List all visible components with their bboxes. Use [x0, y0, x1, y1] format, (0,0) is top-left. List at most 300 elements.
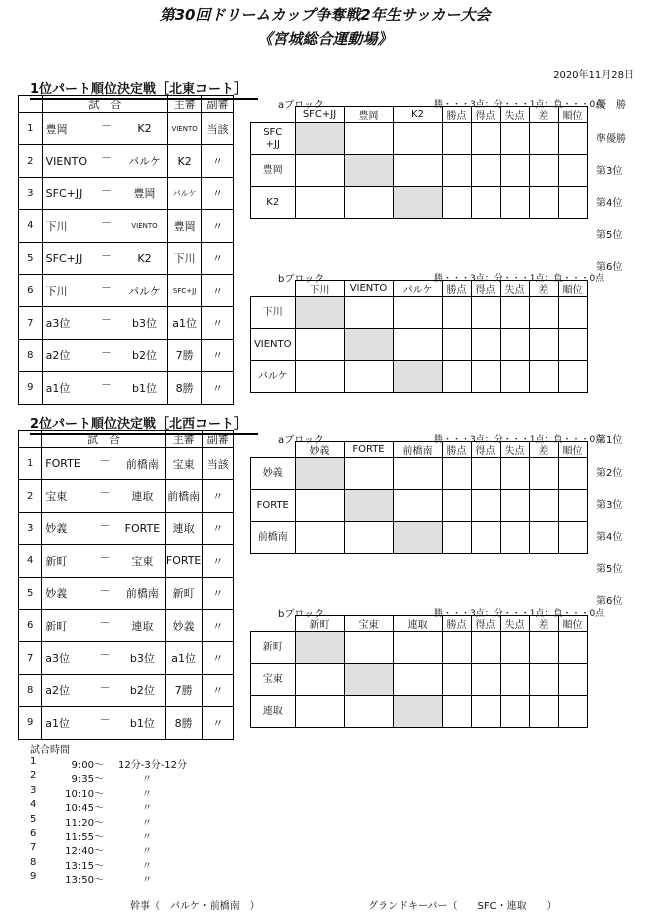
- away-team: b3位: [120, 642, 165, 674]
- grid-stat-cell: [529, 458, 558, 490]
- points-rule: 勝・・・3点：分・・・1点：負・・・0点: [434, 100, 605, 110]
- grid-result-cell: [344, 297, 393, 329]
- grid-stat-cell: [471, 297, 500, 329]
- block-label: bブロック: [278, 609, 325, 620]
- grid-corner: [251, 442, 296, 458]
- match-row: [19, 242, 234, 274]
- assistant-referee: 〃: [202, 242, 234, 274]
- grid-header: [251, 442, 588, 458]
- rank-label: 第5位: [596, 564, 623, 575]
- match-number: 8: [19, 339, 43, 371]
- match-dash: －: [90, 609, 120, 641]
- grid-stat-cell: [442, 458, 471, 490]
- schedule-number: 7: [30, 842, 37, 854]
- grid-result-cell: [344, 632, 393, 664]
- schedule-note: 12分-3分-12分: [118, 760, 188, 771]
- grid-stat-cell: [529, 632, 558, 664]
- points-rule: 勝・・・3点：分・・・1点：負・・・0点: [434, 274, 605, 284]
- away-team: b1位: [120, 707, 165, 739]
- home-team: a3位: [42, 642, 90, 674]
- grid-stat-cell: [529, 664, 558, 696]
- grid-team-head: 宝東: [344, 616, 393, 632]
- away-team: 連取: [120, 480, 165, 512]
- grid-team-head: K2: [393, 107, 442, 123]
- grid-stat-cell: [558, 522, 587, 554]
- away-team: パルケ: [122, 145, 168, 177]
- away-team: b1位: [122, 372, 168, 404]
- home-team: 妙義: [42, 577, 90, 609]
- match-number: 9: [19, 372, 43, 404]
- grid-stat-cell: [529, 297, 558, 329]
- match-dash: －: [90, 512, 120, 544]
- grid-row: [251, 490, 588, 522]
- match-row: [19, 577, 234, 609]
- match-number: 3: [19, 512, 42, 544]
- match-number: 5: [19, 242, 43, 274]
- match-number: 5: [19, 577, 42, 609]
- grid-result-cell: [393, 458, 442, 490]
- header-assistant: 副審: [202, 96, 234, 113]
- match-row: [19, 145, 234, 177]
- grid-stat-cell: [471, 490, 500, 522]
- grid-stat-head: 勝点: [442, 442, 471, 458]
- away-team: 宝東: [120, 545, 165, 577]
- match-dash: －: [91, 242, 122, 274]
- match-row: [19, 210, 234, 242]
- grid-stat-cell: [471, 123, 500, 155]
- grid-row: [251, 664, 588, 696]
- grid-stat-cell: [442, 522, 471, 554]
- grid-stat-cell: [471, 696, 500, 728]
- grid-stat-cell: [529, 490, 558, 522]
- grid-stat-cell: [558, 664, 587, 696]
- home-team: a1位: [42, 707, 90, 739]
- match-row: [19, 113, 234, 145]
- match-number: 4: [19, 545, 42, 577]
- home-team: 新町: [42, 609, 90, 641]
- grid-stat-cell: [529, 155, 558, 187]
- away-team: K2: [122, 113, 168, 145]
- referee: K2: [168, 145, 202, 177]
- schedule-row: [30, 799, 187, 813]
- grid-stat-cell: [529, 123, 558, 155]
- referee: 連取: [165, 512, 202, 544]
- schedule-number: 6: [30, 827, 37, 839]
- schedule-time: 11:55～: [65, 831, 104, 843]
- header-match: 試 合: [42, 431, 165, 448]
- match-row: [19, 545, 234, 577]
- grid-team-head: パルケ: [393, 281, 442, 297]
- match-number: 7: [19, 307, 43, 339]
- groundkeeper-note: グランドキーパー（ SFC・連取 ）: [368, 901, 557, 912]
- schedule-note: 〃: [142, 803, 152, 815]
- grid-stat-cell: [500, 297, 529, 329]
- grid-stat-head: 勝点: [442, 281, 471, 297]
- header-blank: [19, 96, 43, 113]
- grid-stat-cell: [471, 664, 500, 696]
- match-number: 6: [19, 609, 42, 641]
- page-title: 第30回ドリームカップ争奪戦2年生サッカー大会: [159, 6, 491, 24]
- grid-stat-cell: [442, 490, 471, 522]
- rank-label: 第5位: [596, 230, 623, 241]
- grid-team-name: 宝東: [251, 664, 296, 696]
- grid-stat-head: 差: [529, 107, 558, 123]
- grid-team-head: FORTE: [344, 442, 393, 458]
- section-title: 1位パート順位決定戦［北東コート］: [30, 78, 258, 100]
- grid-corner: [251, 107, 296, 123]
- grid-self-cell: [393, 361, 442, 393]
- grid-row: [251, 696, 588, 728]
- grid-result-cell: [393, 490, 442, 522]
- grid-stat-cell: [529, 522, 558, 554]
- grid-stat-cell: [558, 361, 587, 393]
- grid-team-name: K2: [251, 187, 296, 219]
- referee: 新町: [165, 577, 202, 609]
- schedule-note: 〃: [142, 860, 152, 872]
- assistant-referee: 〃: [202, 642, 233, 674]
- grid-self-cell: [344, 155, 393, 187]
- grid-row: [251, 123, 588, 155]
- home-team: 下川: [42, 210, 91, 242]
- away-team: b2位: [120, 674, 165, 706]
- referee: 8勝: [165, 707, 202, 739]
- grid-self-cell: [295, 632, 344, 664]
- match-dash: －: [90, 545, 120, 577]
- match-table-header: [19, 96, 234, 113]
- referee: 7勝: [165, 674, 202, 706]
- referee: VIENTO: [168, 113, 202, 145]
- grid-result-cell: [295, 155, 344, 187]
- referee: SFC+JJ: [168, 274, 202, 306]
- grid-stat-cell: [529, 361, 558, 393]
- grid-stat-cell: [558, 329, 587, 361]
- grid-stat-cell: [558, 632, 587, 664]
- home-team: a2位: [42, 674, 90, 706]
- match-dash: －: [90, 480, 120, 512]
- schedule-row: [30, 871, 187, 885]
- grid-self-cell: [344, 329, 393, 361]
- referee: 8勝: [168, 372, 202, 404]
- grid-result-cell: [344, 361, 393, 393]
- home-team: 妙義: [42, 512, 90, 544]
- grid-result-cell: [393, 664, 442, 696]
- match-row: [19, 642, 234, 674]
- match-row: [19, 448, 234, 480]
- grid-team-name: 前橋南: [251, 522, 296, 554]
- grid-stat-head: 差: [529, 281, 558, 297]
- assistant-referee: 〃: [202, 577, 233, 609]
- grid-stat-cell: [471, 155, 500, 187]
- grid-team-head: SFC+JJ: [295, 107, 344, 123]
- rank-label: 第4位: [596, 532, 623, 543]
- grid-team-name: VIENTO: [251, 329, 296, 361]
- grid-result-cell: [344, 123, 393, 155]
- grid-stat-cell: [500, 490, 529, 522]
- grid-stat-head: 失点: [500, 281, 529, 297]
- grid-stat-head: 得点: [471, 281, 500, 297]
- schedule-number: 1: [30, 756, 37, 767]
- schedule-note: 〃: [142, 774, 152, 786]
- match-row: [19, 512, 234, 544]
- match-dash: －: [91, 339, 122, 371]
- grid-result-cell: [295, 361, 344, 393]
- home-team: 豊岡: [42, 113, 91, 145]
- grid-stat-cell: [558, 297, 587, 329]
- home-team: 宝東: [42, 480, 90, 512]
- grid-stat-cell: [558, 155, 587, 187]
- grid-stat-cell: [471, 522, 500, 554]
- schedule-row: [30, 814, 187, 828]
- grid-stat-head: 勝点: [442, 107, 471, 123]
- grid-result-cell: [295, 664, 344, 696]
- grid-stat-cell: [442, 664, 471, 696]
- assistant-referee: 〃: [202, 177, 234, 209]
- referee: a1位: [168, 307, 202, 339]
- home-team: 下川: [42, 274, 91, 306]
- grid-stat-head: 順位: [558, 281, 587, 297]
- schedule-time: 13:15～: [65, 860, 104, 872]
- match-row: [19, 339, 234, 371]
- grid-stat-cell: [500, 632, 529, 664]
- schedule-note: 〃: [142, 875, 152, 887]
- grid-row: [251, 632, 588, 664]
- match-dash: －: [90, 642, 120, 674]
- match-number: 7: [19, 642, 42, 674]
- assistant-referee: 〃: [202, 210, 234, 242]
- referee: パルケ: [168, 177, 202, 209]
- grid-result-cell: [295, 490, 344, 522]
- grid-stat-cell: [471, 361, 500, 393]
- grid-stat-cell: [471, 632, 500, 664]
- grid-stat-head: 順位: [558, 107, 587, 123]
- grid-stat-cell: [500, 361, 529, 393]
- referee: 下川: [168, 242, 202, 274]
- rank-label: 第4位: [596, 198, 623, 209]
- rank-label: 準優勝: [596, 134, 626, 145]
- home-team: FORTE: [42, 448, 90, 480]
- manager-note: 幹事（ パルケ・前橋南 ）: [130, 901, 260, 912]
- match-row: [19, 674, 234, 706]
- schedule-note: 〃: [142, 831, 152, 843]
- grid-result-cell: [344, 696, 393, 728]
- grid-corner: [251, 281, 296, 297]
- grid-stat-head: 差: [529, 442, 558, 458]
- venue-subtitle: 《宮城総合運動場》: [257, 30, 393, 48]
- away-team: 連取: [120, 609, 165, 641]
- away-team: b2位: [122, 339, 168, 371]
- home-team: VIENTO: [42, 145, 91, 177]
- schedule-time: 9:00～: [71, 760, 104, 771]
- schedule-number: 3: [30, 784, 37, 796]
- schedule-row: [30, 828, 187, 842]
- match-dash: －: [90, 577, 120, 609]
- grid-row: [251, 297, 588, 329]
- grid-team-head: 連取: [393, 616, 442, 632]
- grid-stat-cell: [529, 329, 558, 361]
- grid-row: [251, 458, 588, 490]
- grid-stat-cell: [558, 696, 587, 728]
- away-team: b3位: [122, 307, 168, 339]
- schedule-time: 11:20～: [65, 817, 104, 829]
- grid-self-cell: [393, 187, 442, 219]
- grid-row: [251, 155, 588, 187]
- grid-team-head: 下川: [295, 281, 344, 297]
- grid-stat-cell: [442, 696, 471, 728]
- assistant-referee: 当該: [202, 448, 233, 480]
- rank-label: 第2位: [596, 468, 623, 479]
- away-team: VIENTO: [122, 210, 168, 242]
- match-dash: －: [91, 307, 122, 339]
- grid-team-name: 連取: [251, 696, 296, 728]
- header-referee: 主審: [168, 96, 202, 113]
- grid-stat-cell: [500, 155, 529, 187]
- block-grid: [250, 615, 588, 728]
- header-blank: [19, 431, 42, 448]
- rank-label: 優 勝: [596, 100, 626, 111]
- match-dash: －: [91, 113, 122, 145]
- grid-stat-head: 失点: [500, 442, 529, 458]
- away-team: 前橋南: [120, 448, 165, 480]
- match-number: 8: [19, 674, 42, 706]
- grid-stat-cell: [500, 187, 529, 219]
- grid-team-name: 豊岡: [251, 155, 296, 187]
- match-number: 2: [19, 145, 43, 177]
- grid-self-cell: [393, 696, 442, 728]
- schedule-row: [30, 785, 187, 799]
- match-dash: －: [91, 177, 122, 209]
- away-team: 前橋南: [120, 577, 165, 609]
- match-row: [19, 177, 234, 209]
- grid-stat-head: 失点: [500, 616, 529, 632]
- grid-stat-cell: [500, 696, 529, 728]
- assistant-referee: 〃: [202, 145, 234, 177]
- grid-stat-cell: [500, 664, 529, 696]
- match-number: 4: [19, 210, 43, 242]
- match-row: [19, 707, 234, 739]
- assistant-referee: 〃: [202, 545, 233, 577]
- schedule-time: 9:35～: [71, 774, 104, 786]
- match-number: 9: [19, 707, 42, 739]
- schedule-note: 〃: [142, 788, 152, 800]
- grid-result-cell: [393, 329, 442, 361]
- grid-stat-head: 失点: [500, 107, 529, 123]
- event-date: 2020年11月28日: [553, 70, 634, 81]
- grid-stat-cell: [442, 361, 471, 393]
- home-team: SFC+JJ: [42, 177, 91, 209]
- grid-stat-head: 順位: [558, 442, 587, 458]
- home-team: 新町: [42, 545, 90, 577]
- match-row: [19, 372, 234, 404]
- grid-stat-cell: [500, 329, 529, 361]
- grid-team-head: 妙義: [295, 442, 344, 458]
- grid-stat-cell: [558, 123, 587, 155]
- assistant-referee: 〃: [202, 372, 234, 404]
- assistant-referee: 〃: [202, 480, 233, 512]
- grid-result-cell: [393, 632, 442, 664]
- section-title: 2位パート順位決定戦［北西コート］: [30, 413, 258, 435]
- schedule-note: 〃: [142, 846, 152, 858]
- grid-stat-cell: [500, 522, 529, 554]
- rank-label: 第3位: [596, 166, 623, 177]
- grid-row: [251, 187, 588, 219]
- schedule-row: [30, 857, 187, 871]
- grid-stat-cell: [471, 187, 500, 219]
- referee: 前橋南: [165, 480, 202, 512]
- schedule-label: 試合時間: [30, 745, 70, 756]
- grid-team-head: VIENTO: [344, 281, 393, 297]
- match-dash: －: [90, 674, 120, 706]
- grid-stat-cell: [471, 329, 500, 361]
- match-row: [19, 307, 234, 339]
- grid-self-cell: [295, 123, 344, 155]
- grid-stat-cell: [558, 187, 587, 219]
- grid-row: [251, 329, 588, 361]
- grid-stat-cell: [442, 123, 471, 155]
- schedule-number: 5: [30, 813, 37, 825]
- grid-result-cell: [393, 297, 442, 329]
- schedule-row: [30, 842, 187, 856]
- rank-label: 第1位: [596, 435, 623, 446]
- grid-stat-cell: [529, 187, 558, 219]
- grid-result-cell: [393, 123, 442, 155]
- referee: FORTE: [165, 545, 202, 577]
- grid-self-cell: [393, 522, 442, 554]
- header-match: 試 合: [42, 96, 167, 113]
- schedule-time: 10:45～: [65, 803, 104, 815]
- schedule-time: 13:50～: [65, 875, 104, 887]
- away-team: 豊岡: [122, 177, 168, 209]
- match-table-header: [19, 431, 234, 448]
- home-team: a3位: [42, 307, 91, 339]
- assistant-referee: 〃: [202, 339, 234, 371]
- block-grid: [250, 106, 588, 219]
- away-team: K2: [122, 242, 168, 274]
- referee: a1位: [165, 642, 202, 674]
- grid-result-cell: [295, 522, 344, 554]
- match-dash: －: [91, 145, 122, 177]
- match-dash: －: [91, 372, 122, 404]
- grid-header: [251, 107, 588, 123]
- assistant-referee: 〃: [202, 674, 233, 706]
- grid-stat-cell: [442, 297, 471, 329]
- schedule-number: 4: [30, 799, 37, 811]
- assistant-referee: 〃: [202, 307, 234, 339]
- grid-stat-cell: [558, 458, 587, 490]
- rank-label: 第6位: [596, 262, 623, 273]
- schedule-note: 〃: [142, 817, 152, 829]
- grid-team-name: SFC +JJ: [251, 123, 296, 155]
- grid-team-name: 下川: [251, 297, 296, 329]
- assistant-referee: 〃: [202, 609, 233, 641]
- away-team: パルケ: [122, 274, 168, 306]
- grid-stat-cell: [500, 458, 529, 490]
- header-referee: 主審: [165, 431, 202, 448]
- home-team: a2位: [42, 339, 91, 371]
- schedule-row: [30, 770, 187, 784]
- schedule-number: 2: [30, 770, 37, 782]
- grid-team-head: 豊岡: [344, 107, 393, 123]
- grid-corner: [251, 616, 296, 632]
- match-number: 1: [19, 113, 43, 145]
- grid-result-cell: [295, 696, 344, 728]
- schedule-time: 10:10～: [65, 788, 104, 800]
- block-grid: [250, 441, 588, 554]
- grid-self-cell: [295, 458, 344, 490]
- schedule-time: 12:40～: [65, 846, 104, 858]
- grid-result-cell: [295, 187, 344, 219]
- match-row: [19, 274, 234, 306]
- grid-stat-head: 順位: [558, 616, 587, 632]
